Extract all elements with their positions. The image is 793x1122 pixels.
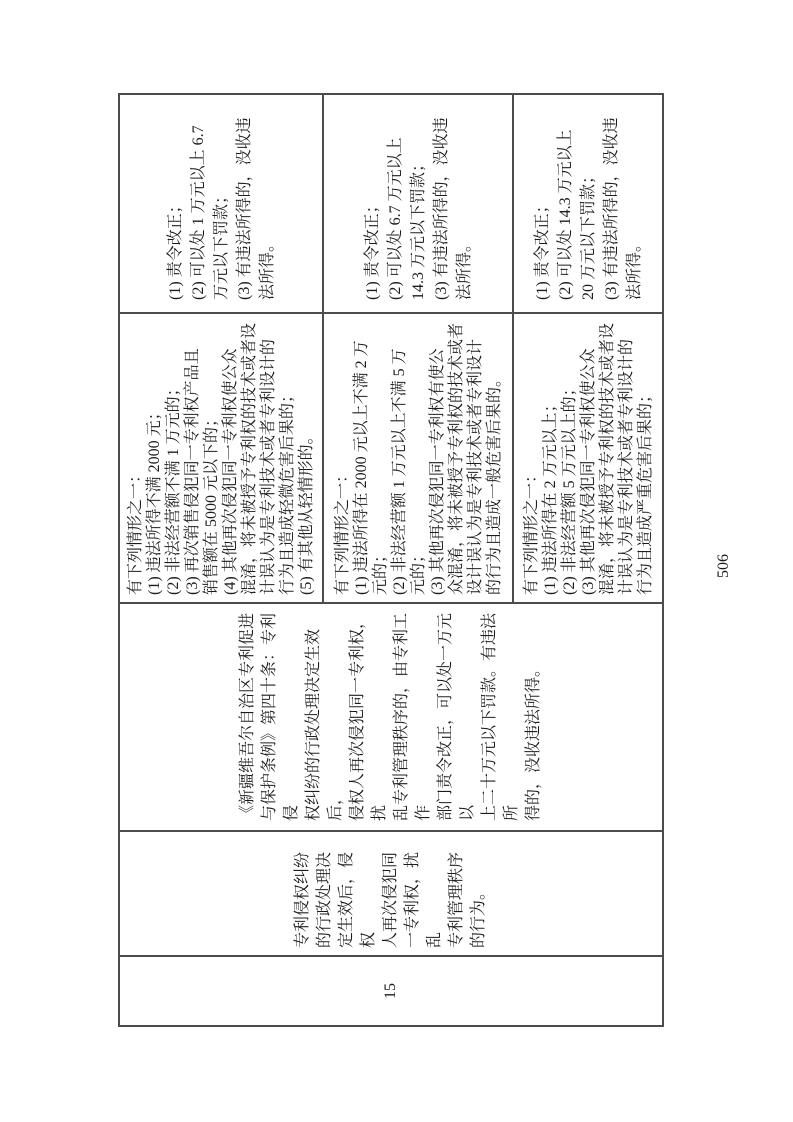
- circumstances-tier1-cell: 有下列情形之一： (1) 违法所得不满 2000 元； (2) 非法经营额不满 1 万元的； (3) 再次销售侵犯同一专利权产品且 销售额在 5000 元以下的； (4) 其他再次侵犯同一专利权使公众 混淆，将未被授予专利权的技术或者设 计误认为是专利技术或者专利设计的 行为且造成轻微危害后果的； (5) 有其他从轻情形的。: [120, 312, 324, 602]
- row-index-cell: 15: [120, 955, 662, 1025]
- penalty-tier1-cell: (1) 责令改正； (2) 可以处 1 万元以上 6.7 万元以下罚款； (3) 有违法所得的，没收违 法所得。: [120, 95, 324, 312]
- penalty-tier3-cell: (1) 责令改正； (2) 可以处 14.3 万元以上 20 万元以下罚款； (3) 有违法所得的，没收违 法所得。: [533, 117, 643, 300]
- table-grid: [118, 93, 664, 1027]
- regulation-table: [118, 93, 664, 1027]
- violation-behavior-cell: 专利侵权纠纷 的行政处理决 定生效后，侵权 人再次侵犯同 一专利权，扰乱 专利管理秩序 的行为。: [120, 830, 662, 955]
- page-number: 506: [715, 554, 732, 578]
- legal-basis-cell: 《新疆维吾尔自治区专利促进 与保护条例》第四十条：专利侵 权纠纷的行政处理决定生效后， 侵权人再次侵犯同一专利权，扰 乱专利管理秩序的，由专利工作 部门责令改正，可以处一万元以 上二十万元以下罚款。有违法所 得的，没收违法所得。: [120, 602, 662, 830]
- penalty-tier2-cell: (1) 责令改正； (2) 可以处 6.7 万元以上 14.3 万元以下罚款； (3) 有违法所得的，没收违 法所得。: [324, 95, 514, 312]
- circumstances-tier2-cell: 有下列情形之一： (1) 违法所得在 2000 元以上不满 2 万 元的； (2) 非法经营额 1 万元以上不满 5 万 元的； (3) 其他再次侵犯同一专利权有使公 众混淆，将未被授予专利权的技术或者 设计误认为是专利技术或者专利设计 的行为且造成一般危害后果的。: [324, 312, 514, 602]
- circumstances-tier3-cell: 有下列情形之一： (1) 违法所得在 2 万元以上； (2) 非法经营额 5 万元以上的； (3) 其他再次侵犯同一专利权使公众 混淆，将未被授予专利权的技术或者设 计误认为是专利技术或者专利设计的 行为且造成严重危害后果的；: [514, 312, 662, 602]
